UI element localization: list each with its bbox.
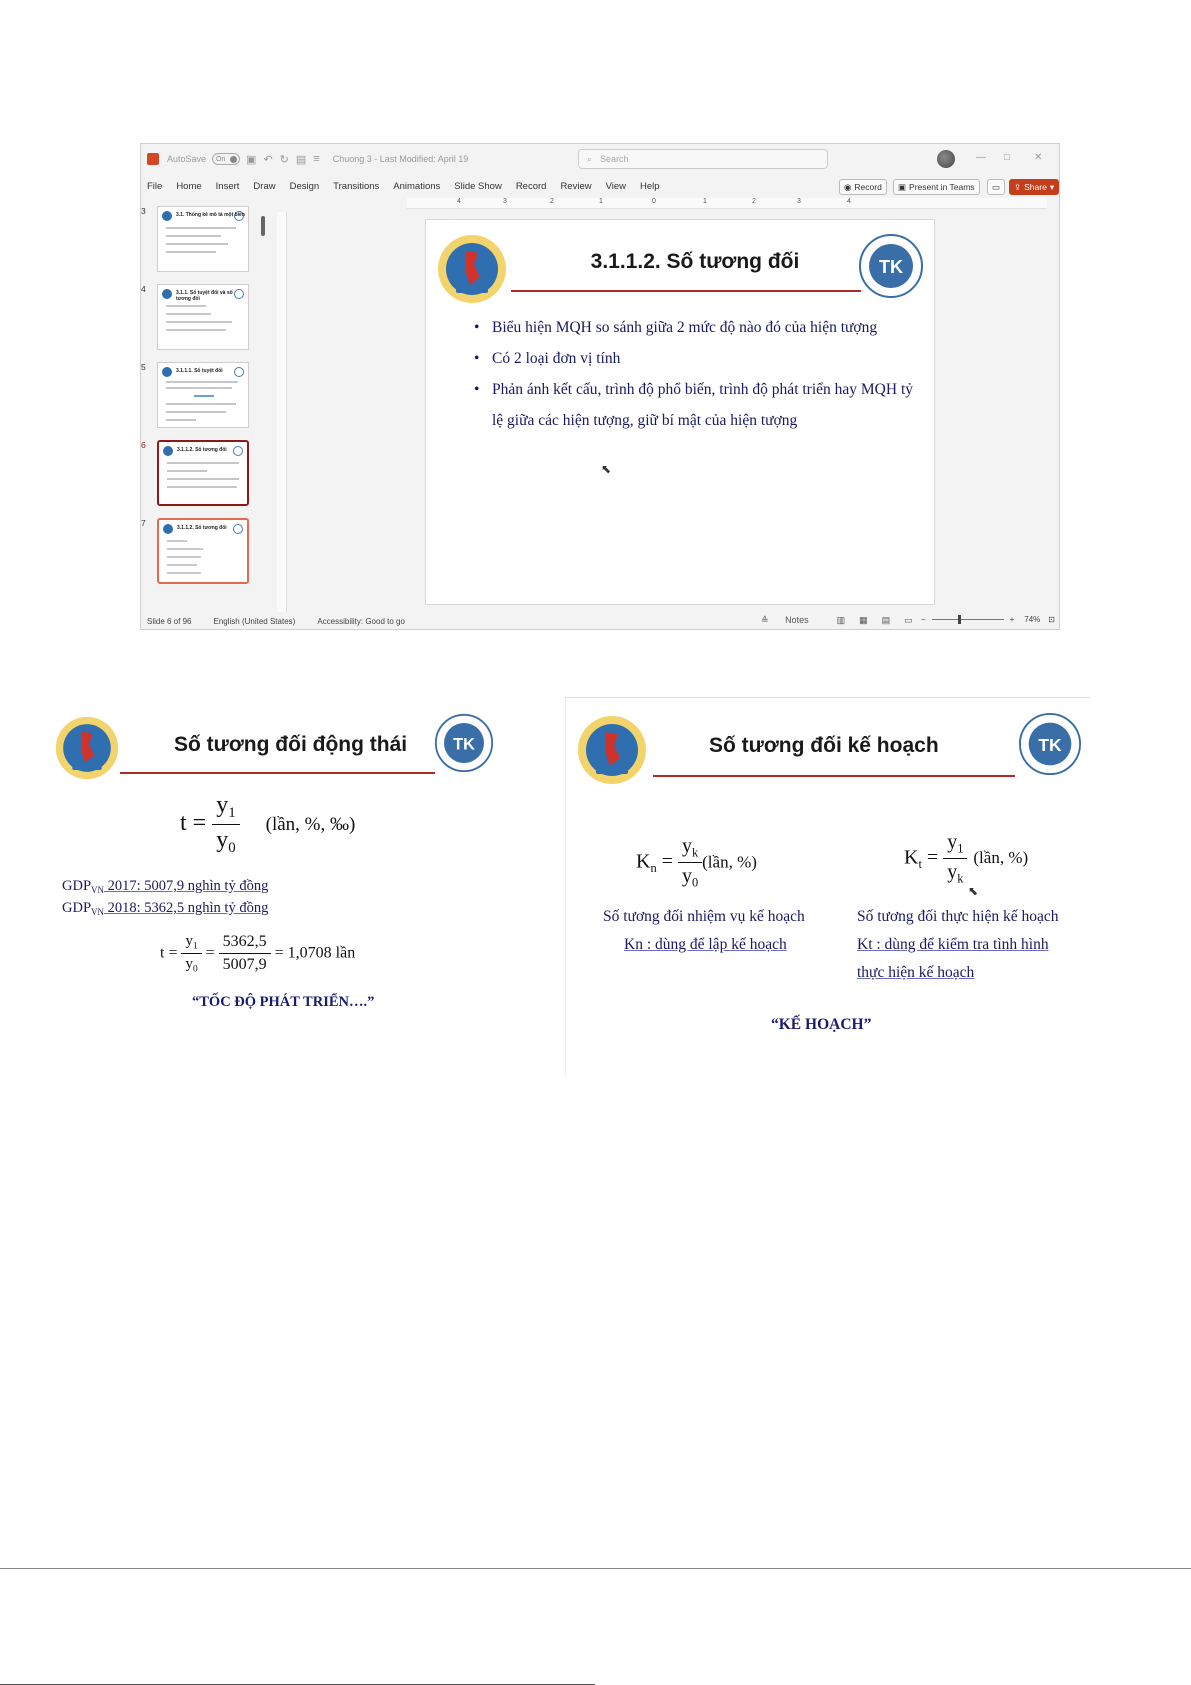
ruler-mark: 3 xyxy=(797,198,801,205)
numerator-subscript: 1 xyxy=(228,805,236,822)
tab-record[interactable]: Record xyxy=(515,180,547,192)
fraction xyxy=(943,831,967,887)
quote-text: “KẾ HOẠCH” xyxy=(771,1016,872,1033)
slide-relative-plan xyxy=(565,697,1090,1077)
vertical-ruler xyxy=(277,212,287,612)
tab-review[interactable]: Review xyxy=(560,180,592,192)
avatar[interactable] xyxy=(937,150,955,168)
tab-slide-show[interactable]: Slide Show xyxy=(454,180,502,192)
thumbnail-slide[interactable] xyxy=(157,206,249,272)
redo-icon[interactable]: ↻ xyxy=(279,153,289,166)
ruler-mark: 4 xyxy=(847,198,851,205)
formula-kt: $K_t$ = $\frac{y_1}{y_k}$ (lần, %) xyxy=(904,831,1029,886)
thumbnail-slide[interactable] xyxy=(157,362,249,428)
numerator: y xyxy=(947,831,958,853)
autosave-toggle[interactable]: On xyxy=(212,153,240,165)
document-title[interactable]: Chuong 3 - Last Modified: April 19 xyxy=(332,154,469,164)
formula-kn: $K_n$ = $\frac{y_k}{y_0}$ (lần, %) xyxy=(636,835,757,890)
gdp-subscript: VN xyxy=(91,885,104,896)
present-in-teams-button[interactable] xyxy=(893,179,980,195)
calc-lhs: t = xyxy=(160,944,178,962)
customize-toolbar-icon[interactable]: ≡ xyxy=(313,153,320,165)
horizontal-ruler xyxy=(407,198,1047,209)
university-logo xyxy=(162,211,172,221)
thumbnail-number: 4 xyxy=(141,284,146,294)
notes-label: Notes xyxy=(785,615,809,625)
minimize-icon[interactable]: — xyxy=(976,152,986,163)
record-button-label: Record xyxy=(854,182,882,192)
close-icon[interactable]: ✕ xyxy=(1034,152,1043,163)
tab-help[interactable]: Help xyxy=(640,180,660,192)
thumbnail-scrollbar[interactable] xyxy=(261,216,265,236)
gdp-label: GDP xyxy=(62,878,92,894)
denominator-subscript: 0 xyxy=(192,964,198,975)
thumbnail-slide[interactable] xyxy=(157,518,249,584)
present-from-start-icon[interactable]: ▤ xyxy=(295,153,307,166)
gdp-2017-line xyxy=(62,878,268,895)
reading-view-icon[interactable]: ▤ xyxy=(881,615,891,625)
ruler-mark: 2 xyxy=(550,198,554,205)
quote-text: “TỐC ĐỘ PHÁT TRIỂN….” xyxy=(192,994,375,1010)
tab-design[interactable]: Design xyxy=(289,180,320,192)
thumbnail-title: 3.1.1. Số tuyệt đối và số tương đối xyxy=(176,290,233,302)
bullet-item: • Có 2 loại đơn vị tính xyxy=(474,343,919,374)
notes-icon: ≙ xyxy=(761,615,769,625)
zoom-slider[interactable] xyxy=(932,619,1004,620)
share-icon: ⇪ xyxy=(1014,181,1022,192)
chevron-down-icon: ▾ xyxy=(1049,181,1055,192)
share-button-label: Share xyxy=(1024,182,1047,192)
fraction-values xyxy=(219,933,271,974)
powerpoint-window xyxy=(140,143,1060,630)
calc-result: = 1,0708 lần xyxy=(274,944,356,962)
comment-icon: ▭ xyxy=(992,181,1001,192)
record-button[interactable] xyxy=(839,179,887,195)
fraction xyxy=(212,792,239,857)
bullet-list xyxy=(474,312,919,436)
tab-animations[interactable]: Animations xyxy=(393,180,441,192)
zoom-control xyxy=(921,615,1055,624)
teams-icon: ▣ xyxy=(898,181,907,192)
ruler-mark: 1 xyxy=(599,198,603,205)
calculation: t = $\frac{y_1}{y_0}$ = $\frac{5362,5}{5007,9}$ = 1,0708 lần xyxy=(160,933,356,975)
slide-thumbnail-pane xyxy=(141,198,269,608)
title-underline xyxy=(120,772,435,774)
mouse-cursor-icon: ⬉ xyxy=(968,884,979,898)
ruler-mark: 0 xyxy=(652,198,656,205)
denominator-subscript: 0 xyxy=(228,840,236,857)
tab-draw[interactable]: Draw xyxy=(253,180,276,192)
zoom-in-icon[interactable]: + xyxy=(1009,615,1015,624)
share-button[interactable] xyxy=(1009,179,1059,195)
numerator-value: 5362,5 xyxy=(219,933,271,954)
thumbnail-title: 3.1.1.1. Số tuyệt đối xyxy=(176,368,223,374)
thumbnail-slide-selected[interactable] xyxy=(157,440,249,506)
ruler-mark: 4 xyxy=(457,198,461,205)
language-indicator[interactable]: English (United States) xyxy=(213,616,296,626)
gdp-label: GDP xyxy=(62,900,92,916)
denominator: y xyxy=(216,827,229,854)
fit-slide-icon[interactable]: ⊡ xyxy=(1048,615,1055,624)
denominator: y xyxy=(681,865,692,888)
kt-subscript: t xyxy=(918,856,922,871)
svg-text:TK: TK xyxy=(879,257,903,277)
university-logo xyxy=(162,367,172,377)
save-icon[interactable]: ▣ xyxy=(246,153,257,166)
thumbnail-title: 3.1.1.2. Số tương đối xyxy=(177,447,227,453)
bullet-item: • Biểu hiện MQH so sánh giữa 2 mức độ nào đó của hiện tượng xyxy=(474,312,919,343)
svg-text:TK: TK xyxy=(453,735,475,754)
search-placeholder: Search xyxy=(600,154,629,164)
university-logo xyxy=(162,289,172,299)
statistics-logo xyxy=(434,713,494,773)
accessibility-status[interactable]: Accessibility: Good to go xyxy=(317,616,405,626)
ruler-mark: 2 xyxy=(752,198,756,205)
slide-title: 3.1.1.2. Số tương đối xyxy=(590,250,800,273)
title-underline xyxy=(653,775,1015,777)
fraction xyxy=(678,835,702,891)
denominator-subscript: k xyxy=(957,871,964,886)
title-bar xyxy=(141,144,1059,174)
numerator: y xyxy=(185,933,193,949)
statistics-logo xyxy=(233,446,243,456)
normal-view-icon[interactable]: ▥ xyxy=(836,615,846,625)
university-logo xyxy=(163,524,173,534)
numerator-subscript: k xyxy=(691,845,699,860)
kt-description: Số tương đối thực hiện kế hoạch xyxy=(857,908,1059,925)
tab-home[interactable]: Home xyxy=(176,180,202,192)
university-logo xyxy=(163,446,173,456)
statistics-logo xyxy=(1018,712,1082,776)
numerator: y xyxy=(216,792,229,818)
denominator: y xyxy=(185,956,193,973)
powerpoint-icon xyxy=(147,153,159,165)
tab-file[interactable]: File xyxy=(147,180,163,192)
thumbnail-number: 6 xyxy=(141,440,146,450)
tab-insert[interactable]: Insert xyxy=(215,180,240,192)
search-icon: ⌕ xyxy=(587,153,593,164)
numerator-subscript: 1 xyxy=(957,841,964,856)
formula-units: (lần, %, ‰) xyxy=(265,814,356,836)
tab-view[interactable]: View xyxy=(605,180,627,192)
page-divider xyxy=(0,1568,1191,1569)
denominator-subscript: 0 xyxy=(691,875,699,890)
formula-lhs: t = xyxy=(180,810,207,837)
autosave-label: AutoSave xyxy=(167,154,207,164)
undo-icon[interactable]: ↶ xyxy=(263,153,273,166)
maximize-icon[interactable]: □ xyxy=(1004,152,1011,163)
kn-units: (lần, %) xyxy=(702,852,757,872)
thumbnail-slide[interactable] xyxy=(157,284,249,350)
ruler-mark: 3 xyxy=(503,198,507,205)
slide-title: Số tương đối kế hoạch xyxy=(709,734,939,757)
mouse-cursor-icon: ⬉ xyxy=(601,462,612,476)
zoom-level[interactable]: 74% xyxy=(1024,615,1041,624)
formula-t xyxy=(180,792,355,857)
svg-text:TK: TK xyxy=(1038,734,1062,755)
kn-description: Số tương đối nhiệm vụ kế hoạch xyxy=(603,908,805,925)
statistics-logo xyxy=(234,367,244,377)
slide-sorter-icon[interactable]: ▦ xyxy=(859,615,868,625)
thumbnail-number: 3 xyxy=(141,206,146,216)
slideshow-view-icon[interactable]: ▭ xyxy=(904,615,913,625)
slide-counter: Slide 6 of 96 xyxy=(147,616,192,626)
kt-usage-cont: thực hiện kế hoạch xyxy=(857,964,975,981)
statistics-logo xyxy=(233,524,243,534)
university-logo xyxy=(54,715,120,781)
kn-label: K xyxy=(636,850,651,873)
statistics-logo xyxy=(858,233,924,299)
thumbnail-title: 3.1.1.2. Số tương đối xyxy=(177,525,227,531)
record-icon: ◉ xyxy=(844,181,852,192)
comment-button[interactable] xyxy=(987,179,1005,195)
fraction xyxy=(181,933,201,975)
slide-relative-dynamic xyxy=(50,700,570,1080)
numerator: y xyxy=(681,835,692,857)
gdp-subscript: VN xyxy=(91,907,104,918)
university-logo xyxy=(576,714,648,786)
present-in-teams-label: Present in Teams xyxy=(909,182,975,192)
numerator-subscript: 1 xyxy=(192,941,198,952)
gdp-2018-value: 2018: 5362,5 nghìn tỷ đồng xyxy=(104,900,269,916)
thumbnail-number: 7 xyxy=(141,518,146,528)
notes-button[interactable] xyxy=(761,615,823,626)
title-underline xyxy=(511,290,861,292)
kt-units: (lần, %) xyxy=(973,848,1029,868)
status-bar xyxy=(141,611,1059,630)
slide-canvas[interactable] xyxy=(425,219,935,605)
thumbnail-number: 5 xyxy=(141,362,146,372)
thumbnail-title: 3.1. Thống kê mô tả một biến xyxy=(176,212,245,218)
gdp-2017-value: 2017: 5007,9 nghìn tỷ đồng xyxy=(104,878,269,894)
ruler-mark: 1 xyxy=(703,198,707,205)
kt-label: K xyxy=(904,846,919,869)
zoom-out-icon[interactable]: − xyxy=(920,615,926,624)
denominator: y xyxy=(947,861,958,884)
denominator-value: 5007,9 xyxy=(222,956,267,974)
kt-usage: Kt : dùng để kiểm tra tình hình xyxy=(857,936,1049,953)
bullet-item: • Phản ánh kết cấu, trình độ phổ biến, trình độ phát triển hay MQH tỷ lệ giữa các hiện tượng, giữ bí mật của hiện tượng xyxy=(474,374,919,436)
slide-title: Số tương đối động thái xyxy=(174,733,408,756)
tab-transitions[interactable]: Transitions xyxy=(333,180,380,192)
kn-usage: Kn : dùng để lập kế hoạch xyxy=(624,936,787,953)
kn-subscript: n xyxy=(650,860,657,875)
gdp-2018-line xyxy=(62,900,268,917)
search-input[interactable] xyxy=(578,149,828,169)
